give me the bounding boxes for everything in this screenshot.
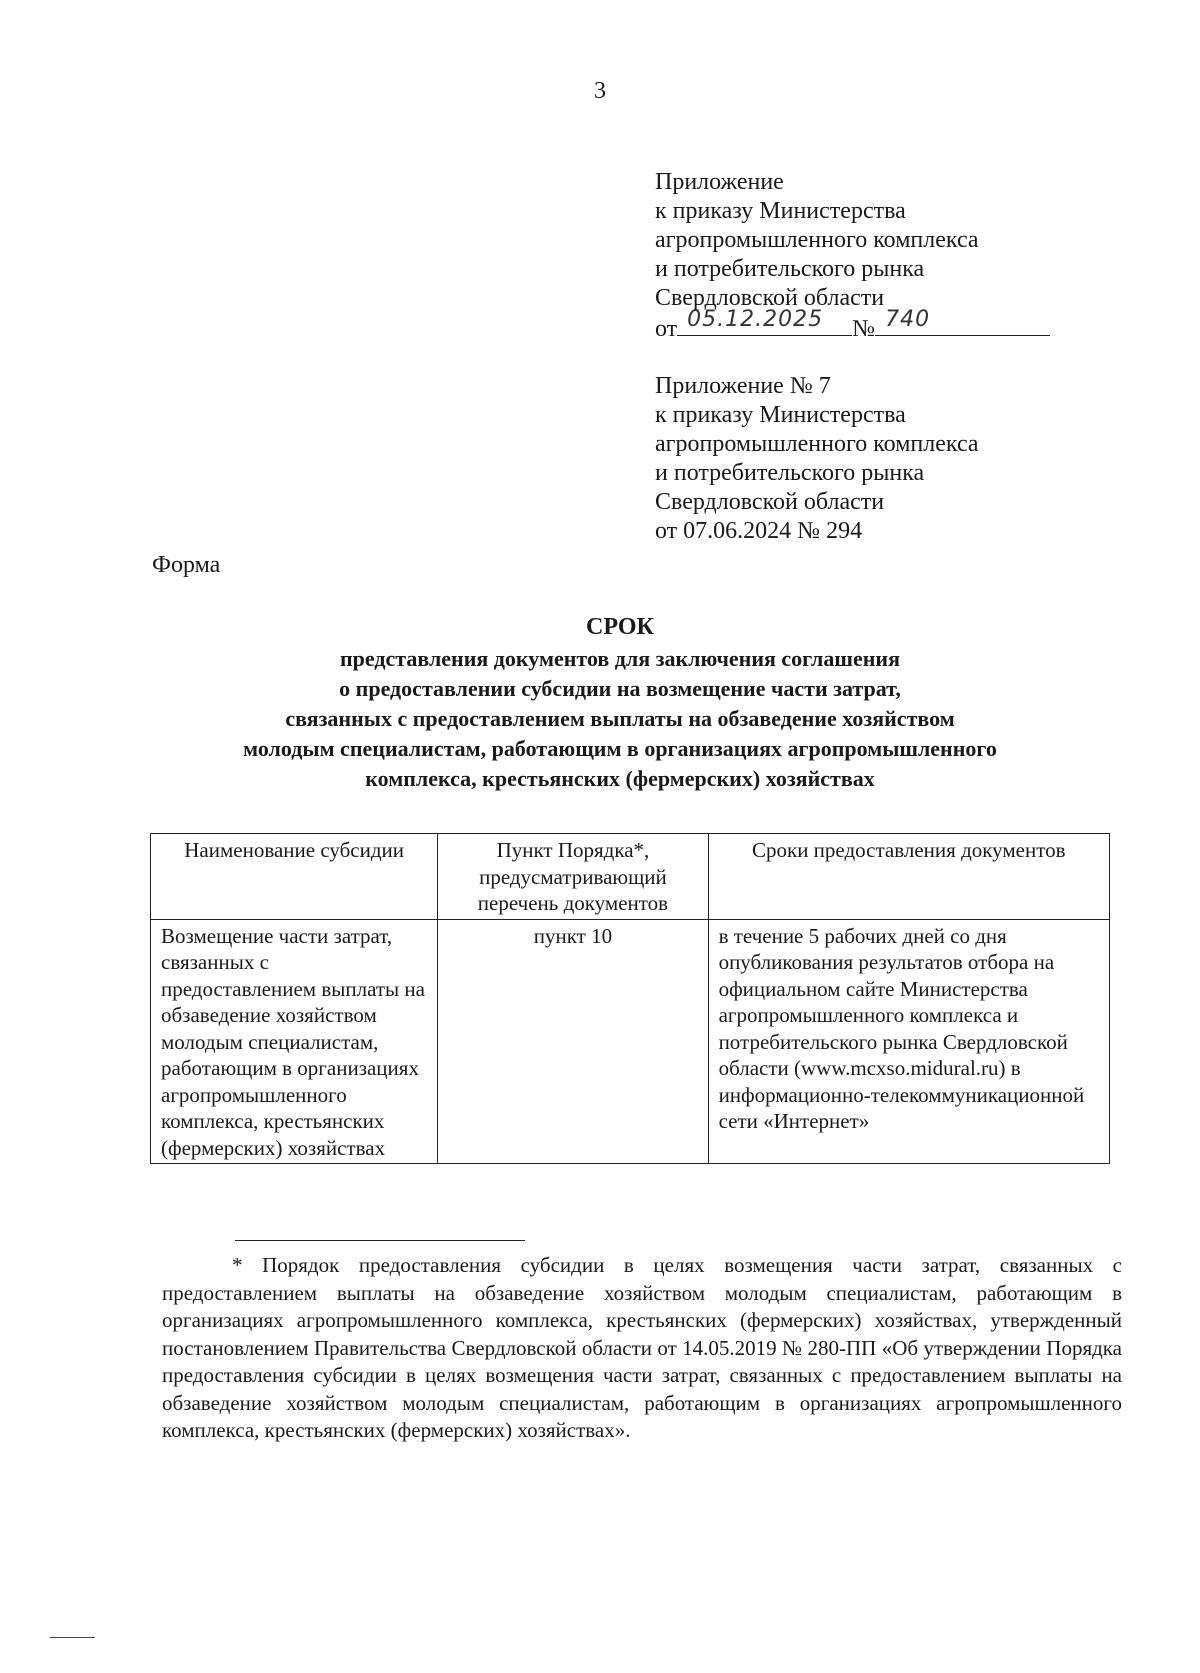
annex-line: и потребительского рынка <box>655 256 925 282</box>
form-label: Форма <box>152 552 221 578</box>
annex-line: от 07.06.2024 № 294 <box>655 518 863 544</box>
annex-date-line <box>655 307 1050 344</box>
annex-line: Приложение № 7 <box>655 373 831 399</box>
footnote: * Порядок предоставления субсидии в целях возмещения части затрат, связанных с предоставлением выплаты на обзаведение хозяйством молодым специалистам, работающим в организациях агропромышленного комплекса, крестьянских (фермерских) хозяйствах, утвержденный постановлением Правительства Свердловской области от 14.05.2019 № 280-ПП «Об утверждении Порядка предоставления субсидии в целях возмещения части затрат, связанных с предоставлением выплаты на обзаведение хозяйством молодым специалистам, работающим в организациях агропромышленного комплекса, крестьянских (фермерских) хозяйствах». <box>162 1253 1122 1442</box>
annex-line: агропромышленного комплекса <box>655 227 979 253</box>
annex-line: Приложение <box>655 169 784 195</box>
title-line: о предоставлении субсидии на возмещение части затрат, <box>339 676 901 701</box>
number-underline <box>875 307 1050 336</box>
annex-line: агропромышленного комплекса <box>655 431 979 457</box>
annex-current-block <box>655 168 1050 344</box>
cell-deadline: в течение 5 рабочих дней со дня опубликования результатов отбора на официальном сайте Министерства агропромышленного комплекса и потребительского рынка Свердловской области (www.mcxso.midural.ru) в информационно-телекоммуникационной сети «Интернет» <box>708 919 1109 1164</box>
scan-mark <box>50 1637 95 1638</box>
annex-line: Свердловской области <box>655 285 885 311</box>
document-title <box>140 612 1100 794</box>
header-deadline: Сроки предоставления документов <box>708 834 1109 920</box>
title-main: СРОК <box>586 614 654 640</box>
annex-line: к приказу Министерства <box>655 402 906 428</box>
number-prefix: № <box>852 316 876 342</box>
date-prefix: от <box>655 316 678 342</box>
annex-previous-block <box>655 372 979 546</box>
title-line: молодым специалистам, работающим в организациях агропромышленного <box>243 736 997 761</box>
cell-subsidy-name: Возмещение части затрат, связанных с предоставлением выплаты на обзаведение хозяйством молодым специалистам, работающим в организациях агропромышленного комплекса, крестьянских (фермерских) хозяйствах <box>151 919 438 1164</box>
table-row <box>151 919 1110 1164</box>
table-header-row <box>151 834 1110 920</box>
handwritten-number: 740 <box>885 307 931 332</box>
date-underline <box>677 307 852 336</box>
title-line: представления документов для заключения соглашения <box>340 646 900 671</box>
annex-line: Свердловской области <box>655 489 885 515</box>
footnote-separator <box>235 1240 525 1241</box>
deadline-table <box>150 833 1110 1164</box>
cell-procedure-clause: пункт 10 <box>438 919 708 1164</box>
title-line: связанных с предоставлением выплаты на обзаведение хозяйством <box>285 706 955 731</box>
header-procedure-clause: Пункт Порядка*, предусматривающий перечень документов <box>438 834 708 920</box>
title-line: комплекса, крестьянских (фермерских) хозяйствах <box>365 766 875 791</box>
handwritten-date: 05.12.2025 <box>687 307 824 332</box>
annex-line: к приказу Министерства <box>655 198 906 224</box>
annex-line: и потребительского рынка <box>655 460 925 486</box>
header-subsidy-name: Наименование субсидии <box>151 834 438 920</box>
page-number: 3 <box>594 78 606 104</box>
